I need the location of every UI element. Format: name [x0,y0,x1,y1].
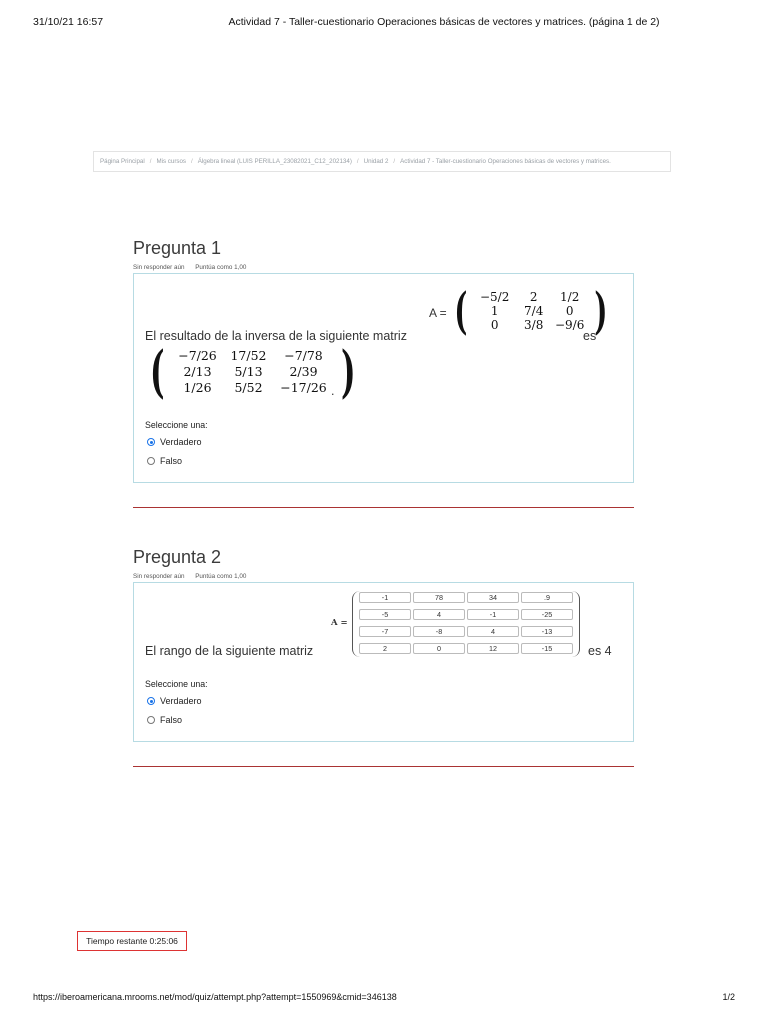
question-meta [133,264,634,273]
left-paren: ( [454,281,468,340]
matrix-cell: −7/26 [178,348,217,363]
matrix-cell: -15 [521,643,573,654]
matrix-cell: 2/13 [183,364,212,379]
right-paren: ) [340,339,356,405]
question-divider [133,766,634,767]
breadcrumb-item-activity[interactable]: Actividad 7 - Taller-cuestionario Operaciones básicas de vectores y matrices. [400,158,611,165]
breadcrumb-item-unit[interactable]: Unidad 2 [363,158,389,165]
breadcrumb-item-course[interactable]: Álgebra lineal (LUIS PERILLA_23082021_C12_202134) [197,158,352,165]
question-box [133,273,634,483]
select-label: Seleccione una: [145,420,208,430]
option-falso[interactable] [147,715,182,725]
answer-suffix: . [331,384,335,398]
print-header [33,16,735,32]
print-page-number: 1/2 [722,992,735,1002]
matrix-cell: 34 [467,592,519,603]
radio-falso[interactable] [147,457,155,465]
question-status: Sin responder aún [133,264,185,271]
matrix-cell: -5 [359,609,411,620]
matrix-a-grid [473,290,589,332]
right-bracket [572,591,580,657]
breadcrumb-separator: / [191,158,193,165]
time-remaining: Tiempo restante 0:25:06 [77,931,187,951]
question-text: El rango de la siguiente matriz [145,644,314,658]
print-footer [33,992,735,1002]
matrix-cell: −9/6 [554,318,585,332]
option-label: Verdadero [160,437,202,447]
option-label: Falso [160,456,183,466]
question-text: El resultado de la inversa de la siguiente matriz [145,329,407,343]
matrix-label: A = [429,306,447,320]
option-falso[interactable] [147,456,182,466]
print-date: 31/10/21 16:57 [33,16,104,28]
matrix-cell: 1/26 [183,380,212,395]
question-status: Sin responder aún [133,573,185,580]
matrix-cell: -1 [467,609,519,620]
question-title: Pregunta 1 [133,238,222,258]
question-points: Puntúa como 1,00 [195,264,247,271]
matrix-cell: 2 [529,290,538,304]
question-points: Puntúa como 1,00 [195,573,247,580]
matrix-cell: 0 [413,643,465,654]
breadcrumb-item-courses[interactable]: Mis cursos [156,158,187,165]
question-meta [133,573,634,582]
matrix-cell: −5/2 [479,290,510,304]
radio-verdadero[interactable] [147,438,155,446]
print-title: Actividad 7 - Taller-cuestionario Operaciones básicas de vectores y matrices. (página 1 de 2) [228,16,660,28]
right-paren: ) [593,281,608,340]
question-title: Pregunta 2 [133,547,222,567]
question-2 [133,547,634,742]
matrix-cell: 4 [413,609,465,620]
left-paren: ( [149,339,165,405]
matrix-cell: -8 [413,626,465,637]
print-url: https://iberoamericana.mrooms.net/mod/quiz/attempt.php?attempt=1550969&cmid=346138 [33,992,397,1002]
matrix-cell: -13 [521,626,573,637]
answer-matrix-grid [171,348,335,396]
option-verdadero[interactable] [147,696,202,706]
matrix-cell: −7/78 [284,348,323,363]
option-label: Verdadero [160,696,202,706]
matrix-cell: 1/2 [560,290,580,304]
matrix-cell: 4 [467,626,519,637]
matrix-cell: 7/4 [524,304,544,318]
select-label: Seleccione una: [145,679,208,689]
matrix-cell: 0 [565,304,574,318]
matrix-cell: -7 [359,626,411,637]
question-suffix: es [583,329,597,343]
matrix-cell: -25 [521,609,573,620]
option-label: Falso [160,715,183,725]
question-divider [133,507,634,508]
matrix-cell: 12 [467,643,519,654]
breadcrumb-separator: / [356,158,359,165]
matrix-cell: 2 [359,643,411,654]
question-1 [133,238,634,483]
breadcrumb-separator: / [149,158,152,165]
radio-falso[interactable] [147,716,155,724]
matrix-cell: 78 [413,592,465,603]
matrix-cell: -1 [359,592,411,603]
breadcrumb-item-home[interactable]: Página Principal [100,158,145,165]
matrix-cell: 5/52 [234,380,263,395]
matrix-cell: 3/8 [524,318,544,332]
breadcrumb [93,151,671,172]
matrix-cell: 1 [490,304,499,318]
question-box [133,582,634,742]
matrix-cell: 0 [490,318,499,332]
matrix-cell: −17/26 [280,380,327,395]
breadcrumb-separator: / [393,158,396,165]
matrix-cell: 5/13 [234,364,263,379]
question-suffix: es 4 [588,644,612,658]
option-verdadero[interactable] [147,437,202,447]
matrix-label: A = [331,618,348,628]
matrix-cell: 2/39 [289,364,318,379]
answer-matrix [144,339,361,405]
matrix-cell: .9 [521,592,573,603]
radio-verdadero[interactable] [147,697,155,705]
matrix-cell: 17/52 [230,348,267,363]
